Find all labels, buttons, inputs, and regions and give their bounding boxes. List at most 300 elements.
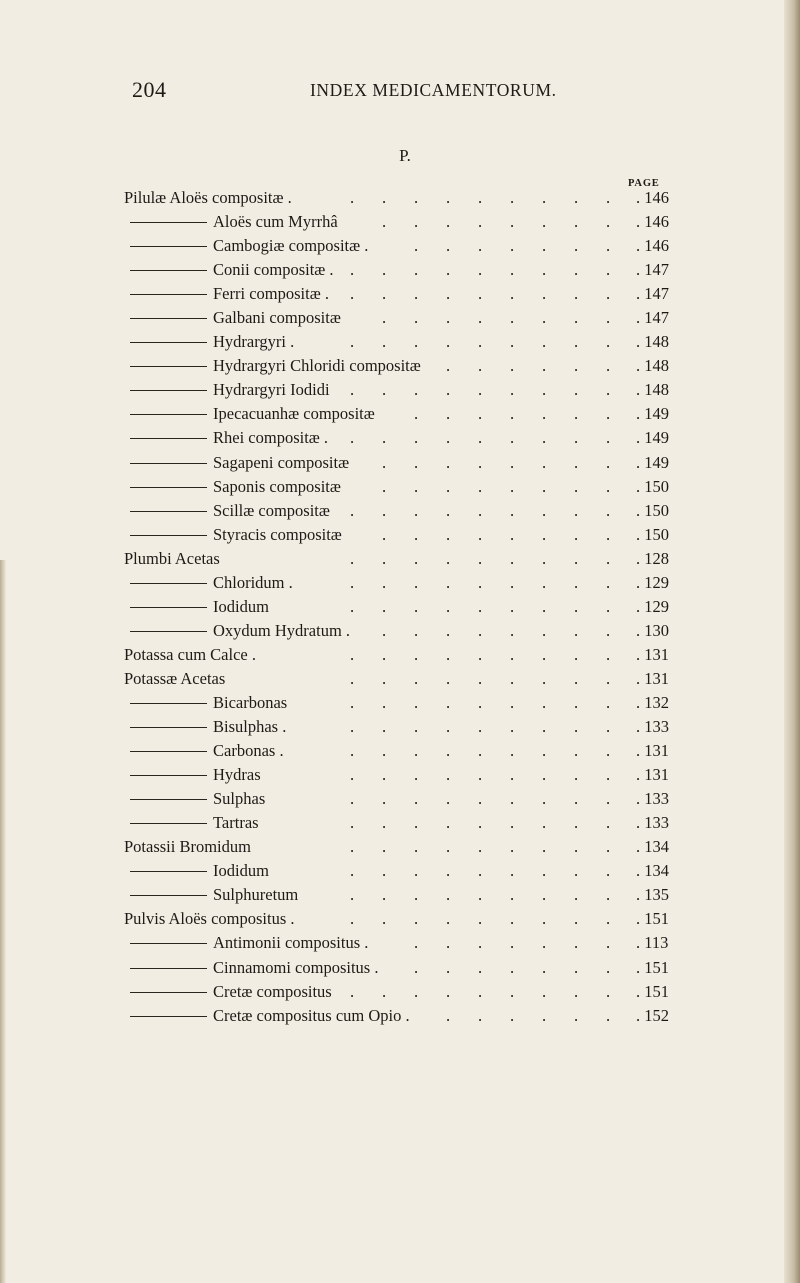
leader-dot: . xyxy=(574,452,579,472)
leader-dot: . xyxy=(414,572,419,592)
index-entry xyxy=(0,884,800,908)
entry-label: Rhei compositæ . xyxy=(213,428,329,448)
entry-page-number: . 135 xyxy=(636,885,669,905)
index-entry xyxy=(0,668,800,692)
leader-dot: . xyxy=(478,452,483,472)
ditto-dash xyxy=(130,799,207,800)
leader-dot: . xyxy=(478,284,483,304)
leader-dot: . xyxy=(542,500,547,520)
ditto-dash xyxy=(130,607,207,608)
entry-label: Plumbi Acetas xyxy=(124,548,220,568)
leader-dot: . xyxy=(414,717,419,737)
index-entry xyxy=(0,716,800,740)
entry-label: Hydrargyri Chloridi compositæ xyxy=(213,356,421,376)
entry-page-number: . 129 xyxy=(636,572,669,592)
leader-dot: . xyxy=(478,837,483,857)
leader-dot: . xyxy=(414,524,419,544)
entry-label: Ferri compositæ . xyxy=(213,284,329,304)
ditto-dash xyxy=(130,992,207,993)
entry-page-number: . 132 xyxy=(636,692,669,712)
leader-dot: . xyxy=(382,909,387,929)
leader-dot: . xyxy=(382,765,387,785)
leader-dot: . xyxy=(542,332,547,352)
leader-dot: . xyxy=(414,837,419,857)
leader-dot: . xyxy=(574,837,579,857)
entry-label: Scillæ compositæ xyxy=(213,500,330,520)
entry-label: Bisulphas . xyxy=(213,717,287,737)
leader-dot: . xyxy=(606,981,611,1001)
leader-dot: . xyxy=(542,308,547,328)
leader-dot: . xyxy=(574,356,579,376)
leader-dot: . xyxy=(542,765,547,785)
leader-dot: . xyxy=(542,981,547,1001)
leader-dot: . xyxy=(606,452,611,472)
leader-dot: . xyxy=(350,596,355,616)
leader-dot: . xyxy=(478,356,483,376)
leader-dot: . xyxy=(414,909,419,929)
leader-dot: . xyxy=(382,596,387,616)
entry-page-number: . 131 xyxy=(636,644,669,664)
entry-label: Cretæ compositus cum Opio . xyxy=(213,1005,410,1025)
leader-dot: . xyxy=(510,837,515,857)
index-entry xyxy=(0,500,800,524)
leader-dot: . xyxy=(478,332,483,352)
entry-label: Potassa cum Calce . xyxy=(124,644,256,664)
leader-dot: . xyxy=(478,572,483,592)
ditto-dash xyxy=(130,222,207,223)
leader-dot: . xyxy=(478,212,483,232)
entry-label: Galbani compositæ xyxy=(213,308,341,328)
leader-dot: . xyxy=(606,813,611,833)
index-entry xyxy=(0,692,800,716)
leader-dot: . xyxy=(510,596,515,616)
entry-label: Cinnamomi compositus . xyxy=(213,957,379,977)
index-entry xyxy=(0,548,800,572)
leader-dot: . xyxy=(350,909,355,929)
leader-dot: . xyxy=(382,548,387,568)
leader-dot: . xyxy=(478,981,483,1001)
leader-dot: . xyxy=(446,452,451,472)
leader-dot: . xyxy=(446,476,451,496)
ditto-dash xyxy=(130,414,207,415)
leader-dot: . xyxy=(350,428,355,448)
leader-dot: . xyxy=(574,957,579,977)
leader-dot: . xyxy=(350,548,355,568)
entry-page-number: . 146 xyxy=(636,236,669,256)
ditto-dash xyxy=(130,871,207,872)
leader-dot: . xyxy=(446,644,451,664)
leader-dot: . xyxy=(478,813,483,833)
leader-dot: . xyxy=(606,596,611,616)
leader-dot: . xyxy=(382,188,387,207)
ditto-dash xyxy=(130,968,207,969)
leader-dot: . xyxy=(446,837,451,857)
leader-dot: . xyxy=(606,717,611,737)
entry-page-number: . 134 xyxy=(636,837,669,857)
leader-dot: . xyxy=(414,308,419,328)
leader-dot: . xyxy=(542,933,547,953)
leader-dot: . xyxy=(350,260,355,280)
leader-dot: . xyxy=(414,596,419,616)
leader-dot: . xyxy=(574,933,579,953)
leader-dot: . xyxy=(510,572,515,592)
leader-dot: . xyxy=(446,765,451,785)
leader-dot: . xyxy=(350,765,355,785)
leader-dot: . xyxy=(606,837,611,857)
entry-label: Potassæ Acetas xyxy=(124,668,226,688)
leader-dot: . xyxy=(414,452,419,472)
leader-dot: . xyxy=(574,380,579,400)
entry-page-number: . 130 xyxy=(636,620,669,640)
leader-dot: . xyxy=(414,476,419,496)
leader-dot: . xyxy=(446,212,451,232)
index-entry xyxy=(0,860,800,884)
leader-dot: . xyxy=(382,500,387,520)
leader-dot: . xyxy=(542,668,547,688)
entry-label: Hydrargyri Iodidi xyxy=(213,380,330,400)
leader-dot: . xyxy=(446,332,451,352)
leader-dot: . xyxy=(350,188,355,207)
index-entry xyxy=(0,596,800,620)
leader-dot: . xyxy=(446,356,451,376)
leader-dot: . xyxy=(542,380,547,400)
leader-dot: . xyxy=(414,789,419,809)
leader-dot: . xyxy=(446,885,451,905)
leader-dot: . xyxy=(510,1005,515,1025)
leader-dot: . xyxy=(606,236,611,256)
leader-dot: . xyxy=(446,596,451,616)
leader-dot: . xyxy=(350,981,355,1001)
index-entry xyxy=(0,283,800,307)
entry-page-number: . 146 xyxy=(636,212,669,232)
leader-dot: . xyxy=(446,1005,451,1025)
leader-dot: . xyxy=(606,789,611,809)
entry-page-number: . 151 xyxy=(636,909,669,929)
leader-dot: . xyxy=(574,284,579,304)
leader-dot: . xyxy=(446,692,451,712)
index-entry xyxy=(0,379,800,403)
leader-dot: . xyxy=(574,644,579,664)
index-entry xyxy=(0,788,800,812)
ditto-dash xyxy=(130,583,207,584)
leader-dot: . xyxy=(478,765,483,785)
leader-dot: . xyxy=(510,476,515,496)
leader-dot: . xyxy=(414,741,419,761)
entry-page-number: . 134 xyxy=(636,861,669,881)
entry-label: Iodidum xyxy=(213,861,269,881)
leader-dot: . xyxy=(478,861,483,881)
leader-dot: . xyxy=(574,861,579,881)
leader-dot: . xyxy=(446,404,451,424)
leader-dot: . xyxy=(414,404,419,424)
leader-dot: . xyxy=(382,524,387,544)
leader-dot: . xyxy=(350,500,355,520)
leader-dot: . xyxy=(510,260,515,280)
leader-dot: . xyxy=(414,548,419,568)
ditto-dash xyxy=(130,294,207,295)
leader-dot: . xyxy=(350,741,355,761)
index-entry xyxy=(0,764,800,788)
leader-dot: . xyxy=(510,692,515,712)
leader-dot: . xyxy=(382,260,387,280)
leader-dot: . xyxy=(606,668,611,688)
leader-dot: . xyxy=(446,188,451,207)
leader-dot: . xyxy=(510,332,515,352)
leader-dot: . xyxy=(606,476,611,496)
leader-dot: . xyxy=(542,404,547,424)
leader-dot: . xyxy=(574,500,579,520)
leader-dot: . xyxy=(414,981,419,1001)
leader-dot: . xyxy=(542,212,547,232)
leader-dot: . xyxy=(574,741,579,761)
leader-dot: . xyxy=(606,885,611,905)
leader-dot: . xyxy=(606,1005,611,1025)
leader-dot: . xyxy=(606,356,611,376)
leader-dot: . xyxy=(606,644,611,664)
ditto-dash xyxy=(130,895,207,896)
leader-dot: . xyxy=(510,741,515,761)
entry-label: Potassii Bromidum xyxy=(124,837,251,857)
leader-dot: . xyxy=(510,548,515,568)
leader-dot: . xyxy=(574,789,579,809)
leader-dot: . xyxy=(478,717,483,737)
leader-dot: . xyxy=(606,957,611,977)
leader-dot: . xyxy=(414,813,419,833)
leader-dot: . xyxy=(478,885,483,905)
leader-dot: . xyxy=(350,332,355,352)
leader-dot: . xyxy=(574,717,579,737)
entry-label: Sagapeni compositæ xyxy=(213,452,350,472)
leader-dot: . xyxy=(510,957,515,977)
leader-dot: . xyxy=(446,428,451,448)
leader-dot: . xyxy=(606,933,611,953)
ditto-dash xyxy=(130,318,207,319)
entry-label: Iodidum xyxy=(213,596,269,616)
leader-dot: . xyxy=(606,861,611,881)
entry-page-number: . 148 xyxy=(636,332,669,352)
index-entry xyxy=(0,957,800,981)
leader-dot: . xyxy=(574,236,579,256)
leader-dot: . xyxy=(350,668,355,688)
index-entry xyxy=(0,259,800,283)
leader-dot: . xyxy=(382,981,387,1001)
entry-page-number: . 131 xyxy=(636,765,669,785)
index-entry xyxy=(0,211,800,235)
leader-dot: . xyxy=(414,332,419,352)
entry-label: Antimonii compositus . xyxy=(213,933,369,953)
leader-dot: . xyxy=(542,789,547,809)
leader-dot: . xyxy=(478,789,483,809)
ditto-dash xyxy=(130,631,207,632)
leader-dot: . xyxy=(606,765,611,785)
leader-dot: . xyxy=(446,548,451,568)
leader-dot: . xyxy=(382,380,387,400)
leader-dot: . xyxy=(446,620,451,640)
index-entry xyxy=(0,836,800,860)
leader-dot: . xyxy=(510,236,515,256)
leader-dot: . xyxy=(574,909,579,929)
leader-dot: . xyxy=(510,620,515,640)
entry-label: Pulvis Aloës compositus . xyxy=(124,909,295,929)
leader-dot: . xyxy=(382,789,387,809)
leader-dot: . xyxy=(446,500,451,520)
leader-dot: . xyxy=(414,188,419,207)
leader-dot: . xyxy=(510,380,515,400)
index-entry xyxy=(0,812,800,836)
ditto-dash xyxy=(130,511,207,512)
ditto-dash xyxy=(130,246,207,247)
leader-dot: . xyxy=(574,428,579,448)
leader-dot: . xyxy=(510,284,515,304)
ditto-dash xyxy=(130,342,207,343)
leader-dot: . xyxy=(446,933,451,953)
entry-label: Saponis compositæ xyxy=(213,476,341,496)
entry-page-number: . 131 xyxy=(636,741,669,761)
entry-label: Pilulæ Aloës compositæ . xyxy=(124,188,292,207)
entry-page-number: . 133 xyxy=(636,717,669,737)
entry-label: Sulphas xyxy=(213,789,266,809)
leader-dot: . xyxy=(446,524,451,544)
leader-dot: . xyxy=(606,500,611,520)
leader-dot: . xyxy=(542,548,547,568)
entry-label: Carbonas . xyxy=(213,741,284,761)
leader-dot: . xyxy=(574,548,579,568)
entry-page-number: . 149 xyxy=(636,452,669,472)
leader-dot: . xyxy=(542,356,547,376)
leader-dot: . xyxy=(606,212,611,232)
leader-dot: . xyxy=(574,212,579,232)
index-entry xyxy=(0,620,800,644)
leader-dot: . xyxy=(382,885,387,905)
ditto-dash xyxy=(130,535,207,536)
leader-dot: . xyxy=(350,789,355,809)
entry-label: Ipecacuanhæ compositæ xyxy=(213,404,375,424)
index-entry xyxy=(0,307,800,331)
leader-dot: . xyxy=(414,765,419,785)
leader-dot: . xyxy=(510,933,515,953)
leader-dot: . xyxy=(446,981,451,1001)
leader-dot: . xyxy=(574,332,579,352)
leader-dot: . xyxy=(414,428,419,448)
leader-dot: . xyxy=(478,668,483,688)
leader-dot: . xyxy=(478,500,483,520)
entry-label: Cretæ compositus xyxy=(213,981,332,1001)
page-number: 204 xyxy=(132,77,167,102)
section-letter: P. xyxy=(399,146,411,165)
leader-dot: . xyxy=(382,284,387,304)
leader-dot: . xyxy=(446,380,451,400)
index-entry xyxy=(0,331,800,355)
leader-dot: . xyxy=(414,500,419,520)
leader-dot: . xyxy=(542,596,547,616)
entry-label: Chloridum . xyxy=(213,572,293,592)
index-entry xyxy=(0,981,800,1005)
leader-dot: . xyxy=(542,813,547,833)
leader-dot: . xyxy=(542,861,547,881)
entry-page-number: . 150 xyxy=(636,476,669,496)
leader-dot: . xyxy=(350,861,355,881)
leader-dot: . xyxy=(382,813,387,833)
leader-dot: . xyxy=(446,308,451,328)
leader-dot: . xyxy=(606,260,611,280)
leader-dot: . xyxy=(414,380,419,400)
leader-dot: . xyxy=(542,524,547,544)
leader-dot: . xyxy=(606,548,611,568)
ditto-dash xyxy=(130,366,207,367)
entry-label: Sulphuretum xyxy=(213,885,299,905)
leader-dot: . xyxy=(414,933,419,953)
leader-dot: . xyxy=(478,476,483,496)
leader-dot: . xyxy=(574,1005,579,1025)
page-column-heading: PAGE xyxy=(628,178,660,189)
leader-dot: . xyxy=(606,428,611,448)
leader-dot: . xyxy=(478,933,483,953)
ditto-dash xyxy=(130,751,207,752)
entry-page-number: . 150 xyxy=(636,524,669,544)
leader-dot: . xyxy=(414,260,419,280)
index-entry xyxy=(0,572,800,596)
entry-label: Aloës cum Myrrhâ xyxy=(213,212,338,232)
leader-dot: . xyxy=(542,909,547,929)
leader-dot: . xyxy=(510,428,515,448)
leader-dot: . xyxy=(382,428,387,448)
leader-dot: . xyxy=(382,476,387,496)
leader-dot: . xyxy=(606,524,611,544)
ditto-dash xyxy=(130,727,207,728)
leader-dot: . xyxy=(382,692,387,712)
leader-dot: . xyxy=(446,909,451,929)
entry-page-number: . 148 xyxy=(636,380,669,400)
index-entry xyxy=(0,355,800,379)
leader-dot: . xyxy=(414,692,419,712)
leader-dot: . xyxy=(510,765,515,785)
leader-dot: . xyxy=(382,644,387,664)
ditto-dash xyxy=(130,1016,207,1017)
leader-dot: . xyxy=(510,861,515,881)
leader-dot: . xyxy=(574,308,579,328)
leader-dot: . xyxy=(542,644,547,664)
leader-dot: . xyxy=(446,861,451,881)
entry-label: Oxydum Hydratum . xyxy=(213,620,351,640)
leader-dot: . xyxy=(446,717,451,737)
entry-page-number: . 147 xyxy=(636,284,669,304)
leader-dot: . xyxy=(542,717,547,737)
entry-label: Hydras xyxy=(213,765,261,785)
index-entry xyxy=(0,932,800,956)
leader-dot: . xyxy=(350,284,355,304)
leader-dot: . xyxy=(574,188,579,207)
leader-dot: . xyxy=(478,957,483,977)
leader-dot: . xyxy=(510,500,515,520)
leader-dot: . xyxy=(382,572,387,592)
leader-dot: . xyxy=(606,284,611,304)
leader-dot: . xyxy=(446,789,451,809)
leader-dot: . xyxy=(574,524,579,544)
index-entry xyxy=(0,187,800,211)
entry-page-number: . 133 xyxy=(636,789,669,809)
leader-dot: . xyxy=(574,885,579,905)
index-entry xyxy=(0,1005,800,1029)
leader-dot: . xyxy=(382,668,387,688)
leader-dot: . xyxy=(542,885,547,905)
index-entry xyxy=(0,235,800,259)
leader-dot: . xyxy=(510,188,515,207)
leader-dot: . xyxy=(542,452,547,472)
entry-label: Cambogiæ compositæ . xyxy=(213,236,369,256)
index-entry xyxy=(0,908,800,932)
leader-dot: . xyxy=(446,957,451,977)
leader-dot: . xyxy=(542,428,547,448)
